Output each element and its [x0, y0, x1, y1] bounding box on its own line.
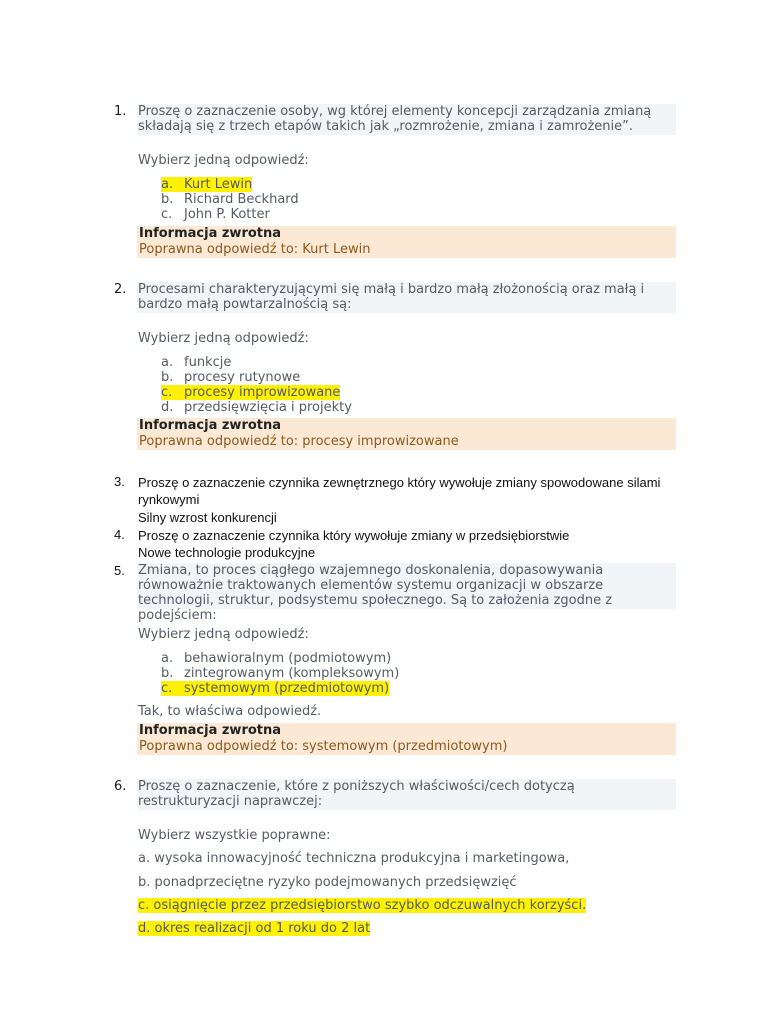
- question-6-stem: Proszę o zaznaczenie, które z poniższych właściwości/cech dotyczą restrukturyzacji naprawczej:: [137, 779, 676, 810]
- option-5a[interactable]: a. behawioralnym (podmiotowym): [161, 651, 392, 666]
- question-1-prompt: Wybierz jedną odpowiedź:: [138, 153, 309, 168]
- feedback-title: Informacja zwrotna: [139, 418, 282, 433]
- option-6c[interactable]: c. osiągnięcie przez przedsiębiorstwo szybko odczuwalnych korzyści.: [138, 898, 587, 913]
- option-6d[interactable]: d. okres realizacji od 1 roku do 2 lat: [138, 921, 371, 936]
- question-1-number: 1.: [114, 104, 127, 119]
- option-2c[interactable]: c. procesy improwizowane: [161, 385, 341, 400]
- question-6-prompt: Wybierz wszystkie poprawne:: [138, 828, 331, 843]
- question-3-number: 3.: [114, 474, 125, 489]
- question-5-options: [161, 651, 399, 696]
- option-2d[interactable]: d. przedsięwzięcia i projekty: [161, 400, 352, 415]
- option-1c[interactable]: c. John P. Kotter: [161, 207, 270, 222]
- option-6b[interactable]: b. ponadprzeciętne ryzyko podejmowanych przedsięwzięć: [138, 875, 517, 890]
- question-6-number: 6.: [114, 779, 127, 794]
- question-2-number: 2.: [114, 282, 127, 297]
- question-2-feedback: [137, 418, 676, 450]
- option-2a[interactable]: a. funkcje: [161, 355, 232, 370]
- question-1-feedback: [137, 226, 676, 258]
- question-5-feedback: [137, 723, 676, 755]
- question-1-options: [161, 177, 299, 222]
- question-4-number: 4.: [114, 527, 125, 542]
- feedback-text: Poprawna odpowiedź to: procesy improwizowane: [139, 434, 459, 449]
- question-5-prompt: Wybierz jedną odpowiedź:: [138, 627, 309, 642]
- question-1-stem: Proszę o zaznaczenie osoby, wg której elementy koncepcji zarządzania zmianą składają się z trzech etapów takich jak „rozmrożenie, zmiana i zamrożenie”.: [137, 104, 676, 135]
- question-4-answer: Nowe technologie produkcyjne: [138, 545, 316, 560]
- question-5-confirmation: Tak, to właściwa odpowiedź.: [138, 704, 322, 719]
- question-4-text: Proszę o zaznaczenie czynnika który wywołuje zmiany w przedsiębiorstwie: [138, 528, 570, 543]
- option-2b[interactable]: b. procesy rutynowe: [161, 370, 301, 385]
- option-1b[interactable]: b. Richard Beckhard: [161, 192, 299, 207]
- feedback-title: Informacja zwrotna: [139, 226, 282, 241]
- question-2-options: [161, 355, 352, 415]
- feedback-title: Informacja zwrotna: [139, 723, 282, 738]
- option-6a[interactable]: a. wysoka innowacyjność techniczna produkcyjna i marketingowa,: [138, 851, 570, 866]
- question-2-prompt: Wybierz jedną odpowiedź:: [138, 331, 309, 346]
- option-1a[interactable]: a. Kurt Lewin: [161, 177, 253, 192]
- feedback-text: Poprawna odpowiedź to: Kurt Lewin: [139, 242, 371, 257]
- question-5-stem: Zmiana, to proces ciągłego wzajemnego doskonalenia, dopasowywania równoważnie traktowanych elementów systemu organizacji w obszarze technologii, struktur, podsystemu społecznego. Są to założenia zgodne z podejściem:: [137, 563, 676, 609]
- feedback-text: Poprawna odpowiedź to: systemowym (przedmiotowym): [139, 739, 508, 754]
- option-5c[interactable]: c. systemowym (przedmiotowym): [161, 681, 390, 696]
- question-5-number: 5.: [114, 563, 125, 578]
- question-3-answer: Silny wzrost konkurencji: [138, 510, 277, 525]
- question-3-text: Proszę o zaznaczenie czynnika zewnętrznego który wywołuje zmiany spowodowane silami rynkowymi: [138, 475, 661, 507]
- option-5b[interactable]: b. zintegrowanym (kompleksowym): [161, 666, 400, 681]
- question-2-stem: Procesami charakteryzującymi się małą i bardzo małą złożonością oraz małą i bardzo małą powtarzalnością są:: [137, 282, 676, 313]
